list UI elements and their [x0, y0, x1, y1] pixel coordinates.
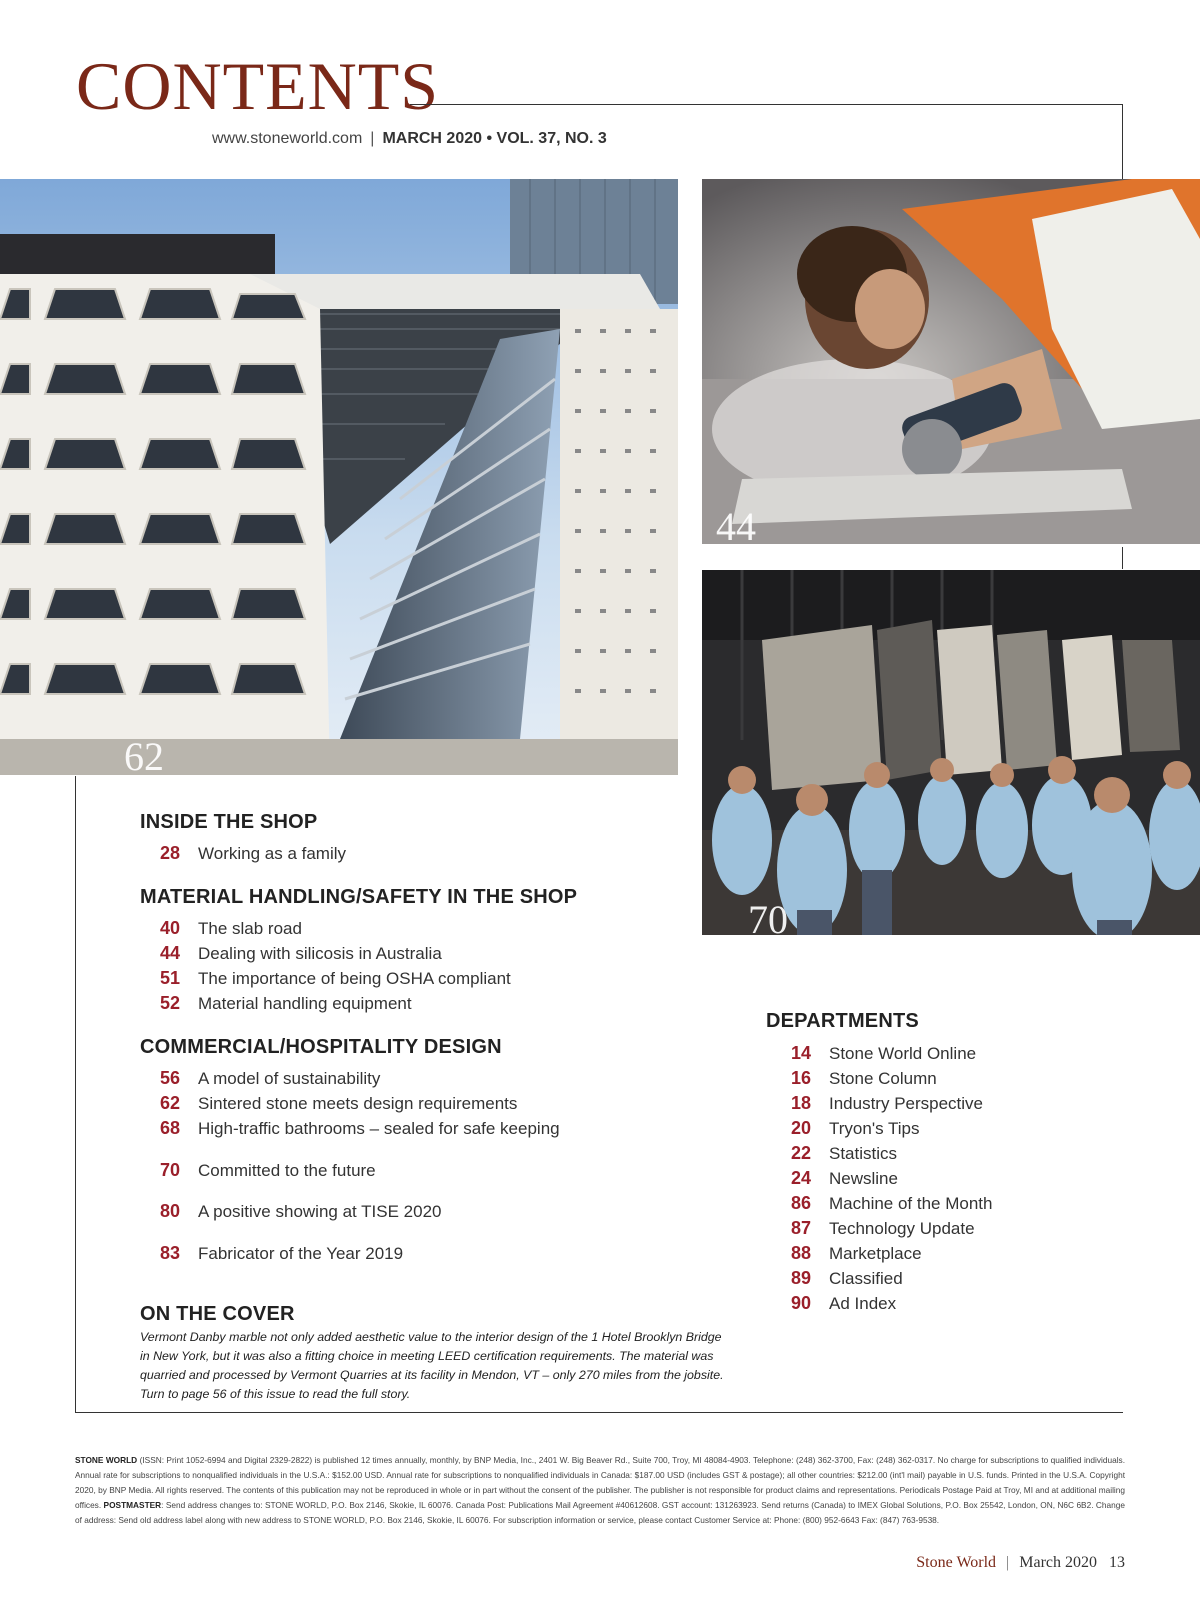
toc-title: Machine of the Month — [829, 1194, 993, 1213]
toc-page-number: 87 — [790, 1218, 811, 1238]
toc-title: Newsline — [829, 1169, 898, 1188]
toc-title: Technology Update — [829, 1219, 975, 1238]
toc-entry[interactable] — [771, 1293, 896, 1314]
toc-entry[interactable] — [771, 1193, 992, 1214]
toc-entry[interactable] — [140, 1160, 376, 1181]
website-link[interactable]: www.stoneworld.com — [212, 130, 363, 147]
toc-page-number: 52 — [159, 993, 180, 1013]
toc-page-number: 88 — [790, 1243, 811, 1263]
toc-entry[interactable] — [140, 1201, 442, 1222]
toc-page-number: 14 — [790, 1043, 811, 1063]
photo-page-number: 44 — [716, 504, 756, 544]
bottom-frame-rule — [75, 1412, 1123, 1413]
section-heading-inside-shop: INSIDE THE SHOP — [140, 811, 318, 833]
toc-title: Sintered stone meets design requirements — [198, 1094, 518, 1113]
toc-page-number: 24 — [790, 1168, 811, 1188]
cover-description: Vermont Danby marble not only added aesthetic value to the interior design of the 1 Hotel Brooklyn Bridge in New York, but it was also a fitting choice in meeting LEED certification requirements. The material was quarried and processed by Vermont Quarries at its facility in Mendon, VT – only 270 miles from the jobsite. Turn to page 56 of this issue to read the full story. — [140, 1330, 724, 1401]
toc-entry[interactable] — [140, 1118, 560, 1139]
building-photo — [0, 179, 678, 775]
fine-print-body: (ISSN: Print 1052-6994 and Digital 2329-2822) is published 12 times annually, monthly, by BNP Media, Inc., 2401 W. Big Beaver Rd., Suite 700, Troy, MI 48084-4903. Telephone: (248) 362-3700, Fax: (248) 362-0317. No charge for subscriptions to qualified individuals. Annual rate for subscriptions to nonqualified individuals in the U.S.A.: $152.00 USD. Annual rate for subscriptions to nonqualified individuals in Canada: $187.00 USD (includes GST & postage); all other countries: $212.00 (int'l mail) payable in U.S. funds. Printed in the U.S.A. Copyright 2020, by BNP Media. All rights reserved. The contents of this publication may not be reproduced in whole or in part without the consent of the publisher. The publisher is not responsible for product claims and representations. Periodicals Postage Paid at Troy, MI and at additional mailing offices. — [75, 1455, 1126, 1510]
footer-magazine: Stone World — [916, 1554, 997, 1571]
toc-title: The importance of being OSHA compliant — [198, 969, 511, 988]
toc-title: A model of sustainability — [198, 1069, 381, 1088]
toc-entry[interactable] — [771, 1068, 937, 1089]
page-footer — [916, 1554, 1125, 1572]
toc-title: The slab road — [198, 919, 302, 938]
title-rule — [410, 104, 1123, 105]
toc-entry[interactable] — [140, 943, 442, 964]
tradeshow-illustration — [702, 570, 1200, 935]
toc-title: Committed to the future — [198, 1161, 376, 1180]
toc-entry[interactable] — [140, 1068, 380, 1089]
toc-entry[interactable] — [771, 1118, 919, 1139]
toc-entry[interactable] — [140, 1243, 403, 1264]
toc-title: Stone World Online — [829, 1044, 977, 1063]
toc-title: Working as a family — [198, 844, 347, 863]
toc-entry[interactable] — [140, 1093, 517, 1114]
toc-entry[interactable] — [771, 1268, 903, 1289]
toc-page-number: 89 — [790, 1268, 811, 1288]
worker-illustration — [702, 179, 1200, 544]
footer-page-number: 13 — [1109, 1554, 1125, 1571]
toc-title: Material handling equipment — [198, 994, 412, 1013]
toc-title: Dealing with silicosis in Australia — [198, 944, 442, 963]
toc-entry[interactable] — [140, 918, 302, 939]
section-heading-material-handling: MATERIAL HANDLING/SAFETY IN THE SHOP — [140, 886, 578, 908]
tradeshow-photo — [702, 570, 1200, 935]
photo-page-number: 70 — [748, 897, 788, 935]
toc-page-number: 62 — [159, 1093, 180, 1113]
footer-separator: | — [1006, 1554, 1010, 1571]
worker-photo — [702, 179, 1200, 544]
toc-entry[interactable] — [771, 1043, 976, 1064]
toc-title: High-traffic bathrooms – sealed for safe keeping — [198, 1119, 560, 1138]
publication-fine-print — [75, 1453, 1125, 1528]
left-frame-rule — [75, 776, 76, 1413]
issue-line — [212, 130, 607, 148]
toc-page-number: 68 — [159, 1118, 180, 1138]
page-title: CONTENTS — [76, 48, 440, 124]
toc-entry[interactable] — [140, 993, 412, 1014]
toc-page-number: 20 — [790, 1118, 811, 1138]
toc-entry[interactable] — [771, 1218, 975, 1239]
right-frame-rule-lower — [1122, 547, 1123, 569]
toc-title: Tryon's Tips — [829, 1119, 920, 1138]
section-heading-on-the-cover: ON THE COVER — [140, 1303, 295, 1325]
toc-page-number: 70 — [159, 1160, 180, 1180]
toc-entry[interactable] — [140, 843, 346, 864]
toc-page-number: 40 — [159, 918, 180, 938]
issue-info: MARCH 2020 • VOL. 37, NO. 3 — [382, 130, 607, 147]
toc-title: Stone Column — [829, 1069, 937, 1088]
toc-entry[interactable] — [771, 1168, 898, 1189]
building-illustration — [0, 179, 678, 775]
right-frame-rule — [1122, 104, 1123, 179]
toc-page-number: 56 — [159, 1068, 180, 1088]
toc-entry[interactable] — [771, 1243, 922, 1264]
toc-entry[interactable] — [771, 1143, 897, 1164]
toc-page-number: 18 — [790, 1093, 811, 1113]
footer-date: March 2020 — [1019, 1554, 1097, 1571]
toc-entry[interactable] — [771, 1093, 983, 1114]
photo-page-number: 62 — [124, 734, 164, 775]
section-heading-departments: DEPARTMENTS — [766, 1010, 919, 1032]
toc-title: Ad Index — [829, 1294, 897, 1313]
toc-title: A positive showing at TISE 2020 — [198, 1202, 442, 1221]
toc-page-number: 86 — [790, 1193, 811, 1213]
fine-print-postmaster: POSTMASTER — [103, 1500, 162, 1510]
toc-title: Fabricator of the Year 2019 — [198, 1244, 404, 1263]
toc-page-number: 51 — [159, 968, 180, 988]
toc-page-number: 16 — [790, 1068, 811, 1088]
toc-title: Classified — [829, 1269, 903, 1288]
toc-page-number: 22 — [790, 1143, 811, 1163]
toc-page-number: 90 — [790, 1293, 811, 1313]
fine-print-lead: STONE WORLD — [75, 1455, 138, 1465]
toc-page-number: 44 — [159, 943, 180, 963]
toc-title: Marketplace — [829, 1244, 922, 1263]
section-heading-commercial: COMMERCIAL/HOSPITALITY DESIGN — [140, 1036, 502, 1058]
issue-separator: | — [370, 130, 375, 147]
toc-title: Statistics — [829, 1144, 898, 1163]
toc-page-number: 83 — [159, 1243, 180, 1263]
toc-title: Industry Perspective — [829, 1094, 984, 1113]
fine-print-body-2: : Send address changes to: STONE WORLD, P.O. Box 2146, Skokie, IL 60076. Canada Post: Publications Mail Agreement #40612608. GST account: 131263923. Send returns (Canada) to IMEX Global Solutions, P.O. Box 25542, London, ON, N6C 6B2. Change of address: Send old address label along with new address to STONE WORLD, P.O. Box 2146, Skokie, IL 60076. For subscription information or service, please contact Customer Service at: Phone: (800) 952-6643 Fax: (847) 763-9538. — [75, 1500, 1125, 1525]
toc-page-number: 80 — [159, 1201, 180, 1221]
toc-page-number: 28 — [159, 843, 180, 863]
toc-entry[interactable] — [140, 968, 511, 989]
